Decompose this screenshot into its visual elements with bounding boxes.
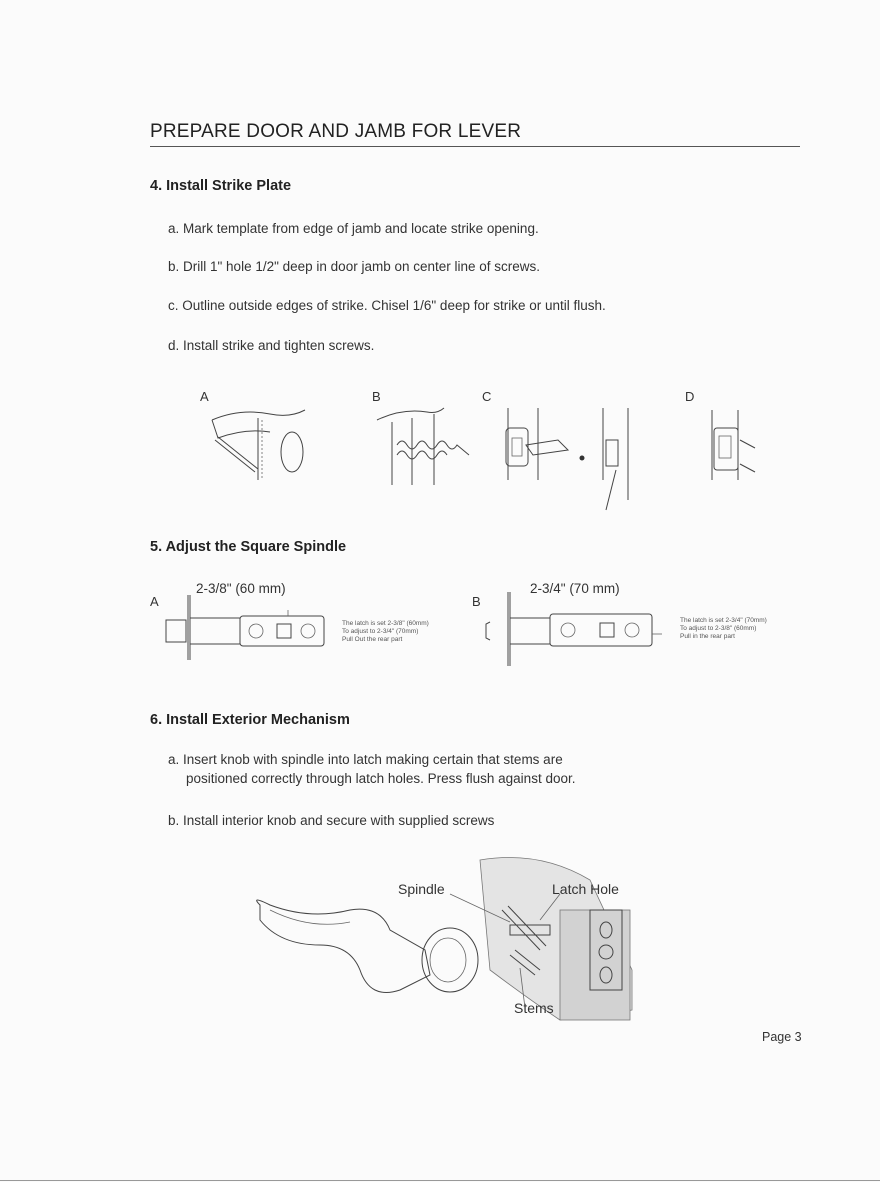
step-4c: c. Outline outside edges of strike. Chisel 1/6" deep for strike or until flush. — [168, 298, 606, 313]
figure-label-d: D — [685, 389, 695, 404]
figure-label-a: A — [200, 389, 209, 404]
step-6a-line1: a. Insert knob with spindle into latch making certain that stems are — [168, 752, 563, 767]
page-number: Page 3 — [762, 1030, 802, 1044]
step-4a: a. Mark template from edge of jamb and locate strike opening. — [168, 221, 539, 236]
header-rule — [150, 146, 800, 147]
spindle-notes-b — [680, 617, 767, 641]
figure-label-b: B — [372, 389, 381, 404]
step-4b: b. Drill 1" hole 1/2" deep in door jamb on center line of screws. — [168, 259, 541, 274]
spindle-label-b: B — [472, 594, 481, 609]
callout-stems: Stems — [514, 1000, 554, 1016]
spindle-note-b-3: Pull in the rear part — [680, 633, 735, 640]
strike-figure-c — [488, 400, 638, 510]
spindle-label-a: A — [150, 594, 159, 609]
step-6b: b. Install interior knob and secure with supplied screws — [168, 813, 495, 828]
strike-figure-d — [700, 400, 770, 490]
callout-spindle: Spindle — [398, 881, 445, 897]
spindle-notes-a — [342, 620, 429, 644]
step-4d: d. Install strike and tighten screws. — [168, 338, 375, 353]
spindle-note-a-3: Pull Out the rear part — [342, 636, 403, 643]
spindle-note-b-1: The latch is set 2-3/4" (70mm) — [680, 617, 767, 624]
spindle-measure-b: 2-3/4" (70 mm) — [530, 581, 620, 596]
strike-figure-b — [372, 400, 492, 500]
spindle-note-b-2: To adjust to 2-3/8" (60mm) — [680, 625, 757, 632]
step-6a-line2: positioned correctly through latch holes. Press flush against door. — [186, 771, 576, 786]
spindle-note-a-1: The latch is set 2-3/8" (60mm) — [342, 620, 429, 627]
latch-figure-a — [160, 590, 340, 665]
figure-label-c: C — [482, 389, 492, 404]
page-title: PREPARE DOOR AND JAMB FOR LEVER — [150, 121, 522, 142]
callout-latch-hole: Latch Hole — [552, 881, 619, 897]
section-5-title: 5. Adjust the Square Spindle — [150, 539, 347, 555]
strike-figure-a — [200, 400, 320, 500]
footer-rule — [0, 1180, 880, 1181]
section-6-title: 6. Install Exterior Mechanism — [150, 712, 350, 728]
spindle-note-a-2: To adjust to 2-3/4" (70mm) — [342, 628, 419, 635]
latch-figure-b — [482, 590, 672, 670]
spindle-measure-a: 2-3/8" (60 mm) — [196, 581, 286, 596]
lever-install-figure — [240, 850, 650, 1030]
section-4-title: 4. Install Strike Plate — [150, 178, 292, 194]
